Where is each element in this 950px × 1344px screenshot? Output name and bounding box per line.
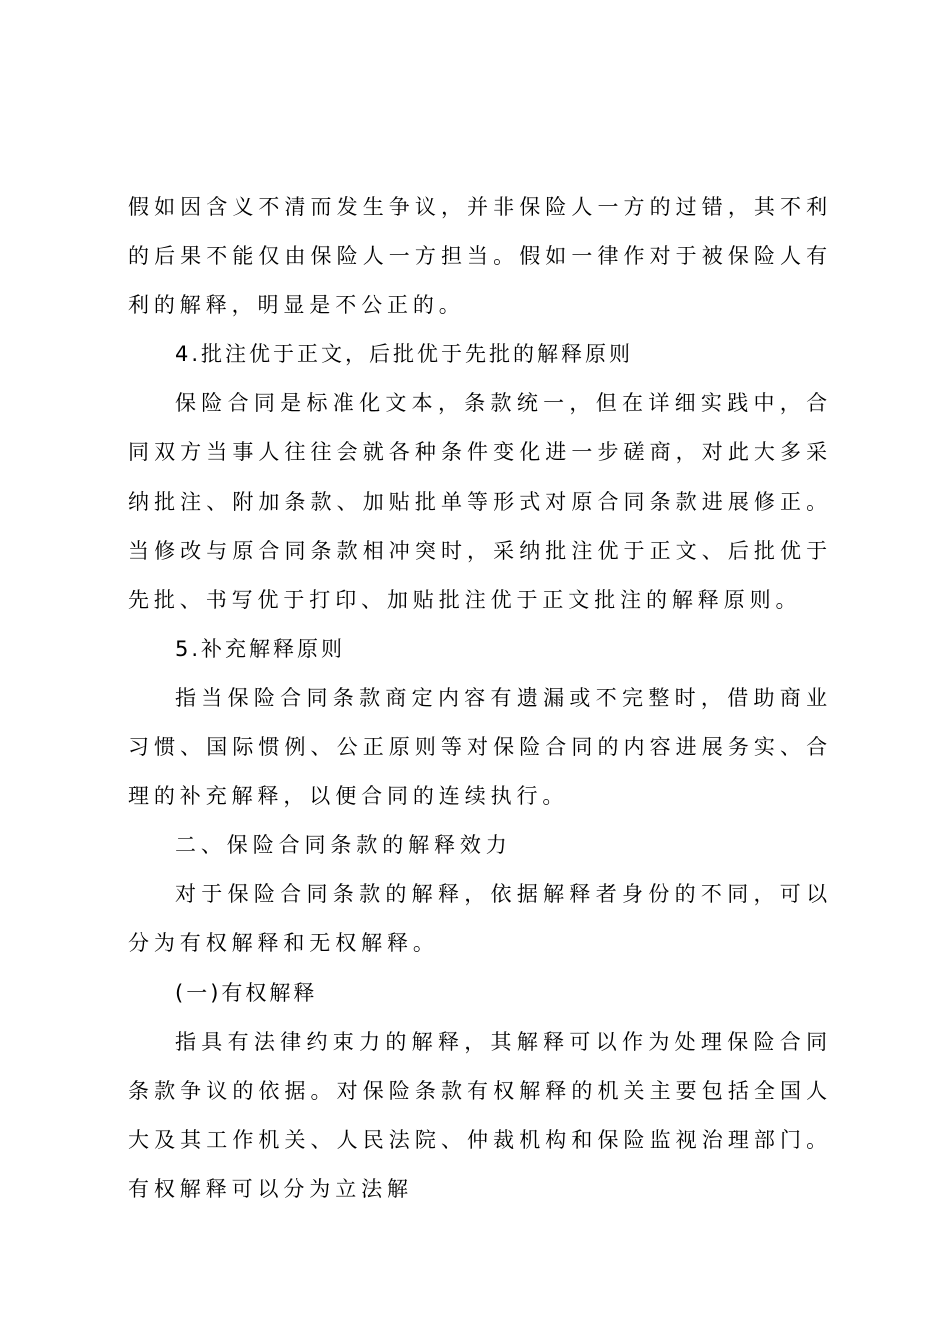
- heading-principle-5: 5.补充解释原则: [175, 636, 346, 661]
- paragraph-subsection-1-body: 指具有法律约束力的解释，其解释可以作为处理保险合同条款争议的依据。对保险条款有权解释的机关主要包括全国人大及其工作机关、人民法院、仲裁机构和保险监视治理部门。有权解释可以分为立法解: [128, 1029, 832, 1201]
- heading-section-2: 二、保险合同条款的解释效力: [175, 833, 512, 858]
- heading-subsection-1: (一)有权解释: [175, 980, 318, 1005]
- document-body: [128, 183, 832, 1214]
- paragraph-principle-5-body: 指当保险合同条款商定内容有遗漏或不完整时，借助商业习惯、国际惯例、公正原则等对保险合同的内容进展务实、合理的补充解释，以便合同的连续执行。: [128, 685, 832, 809]
- heading-principle-4: 4.批注优于正文，后批优于先批的解释原则: [175, 342, 634, 367]
- paragraph-principle-4-body: 保险合同是标准化文本，条款统一，但在详细实践中，合同双方当事人往往会就各种条件变化进一步磋商，对此大多采纳批注、附加条款、加贴批单等形式对原合同条款进展修正。当修改与原合同条款相冲突时，采纳批注优于正文、后批优于先批、书写优于打印、加贴批注优于正文批注的解释原则。: [128, 391, 832, 612]
- paragraph-continuation: 假如因含义不清而发生争议，并非保险人一方的过错，其不利的后果不能仅由保险人一方担当。假如一律作对于被保险人有利的解释，明显是不公正的。: [128, 195, 832, 318]
- paragraph-section-2-body: 对于保险合同条款的解释，依据解释者身份的不同，可以分为有权解释和无权解释。: [128, 882, 832, 956]
